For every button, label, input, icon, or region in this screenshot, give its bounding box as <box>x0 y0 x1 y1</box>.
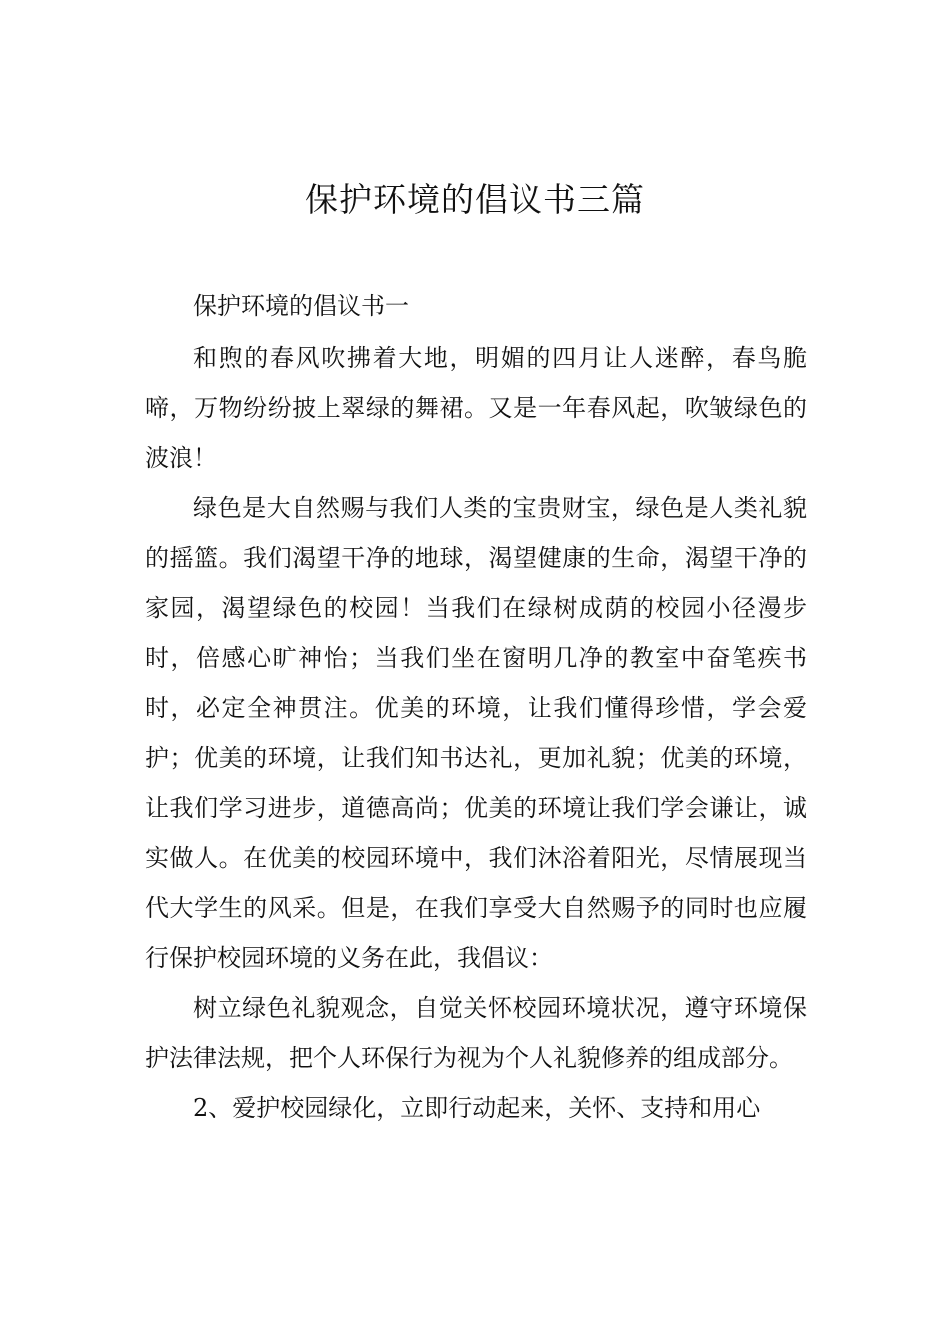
paragraph-proposal-2: 2、爱护校园绿化，立即行动起来，关怀、支持和用心 <box>193 1094 761 1122</box>
paragraph-proposal-1: 树立绿色礼貌观念，自觉关怀校园环境状况，遵守环境保护法律法规，把个人环保行为视为个人礼貌修养的组成部分。 <box>145 994 807 1072</box>
paragraph-intro: 和煦的春风吹拂着大地，明媚的四月让人迷醉，春鸟脆啼，万物纷纷披上翠绿的舞裙。又是一年春风起，吹皱绿色的波浪！ <box>145 344 807 472</box>
document-body <box>145 281 807 1133</box>
section-heading: 保护环境的倡议书一 <box>193 292 409 320</box>
document-title: 保护环境的倡议书三篇 <box>305 180 645 219</box>
paragraph-green: 绿色是大自然赐与我们人类的宝贵财宝，绿色是人类礼貌的摇篮。我们渴望干净的地球，渴望健康的生命，渴望干净的家园，渴望绿色的校园！当我们在绿树成荫的校园小径漫步时，倍感心旷神怡；当我们坐在窗明几净的教室中奋笔疾书时，必定全神贯注。优美的环境，让我们懂得珍惜，学会爱护；优美的环境，让我们知书达礼，更加礼貌；优美的环境，让我们学习进步，道德高尚；优美的环境让我们学会谦让，诚实做人。在优美的校园环境中，我们沐浴着阳光，尽情展现当代大学生的风采。但是，在我们享受大自然赐予的同时也应履行保护校园环境的义务在此，我倡议： <box>145 494 807 972</box>
